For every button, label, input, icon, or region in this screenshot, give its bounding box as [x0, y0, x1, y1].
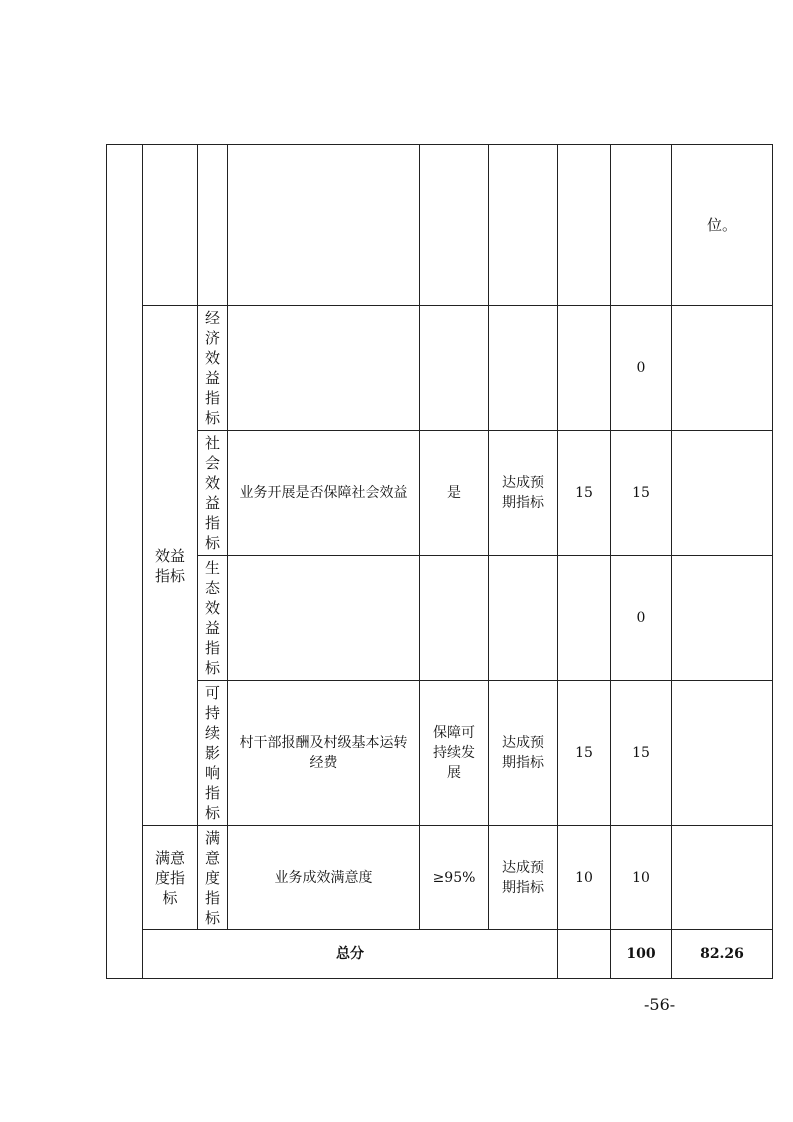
- value-cell: [420, 306, 489, 431]
- value-cell: [420, 556, 489, 681]
- total-label: 总分: [143, 930, 558, 979]
- table-row: [107, 681, 773, 826]
- table-row: [107, 145, 773, 306]
- content-cell: [228, 145, 420, 306]
- score-cell: 15: [611, 431, 672, 556]
- score-cell: 15: [611, 681, 672, 826]
- value-cell: ≥95%: [420, 826, 489, 930]
- score-cell: 0: [611, 306, 672, 431]
- level3-sustainable-label: 可 持 续 影 响 指 标: [198, 681, 228, 826]
- level3-economic-label: 经 济 效 益 指 标: [198, 306, 228, 431]
- table-row: [107, 431, 773, 556]
- content-cell: 村干部报酬及村级基本运转 经费: [228, 681, 420, 826]
- value-cell: 保障可 持续发 展: [420, 681, 489, 826]
- score-cell: 0: [611, 556, 672, 681]
- total-weight: 100: [611, 930, 672, 979]
- remark-cell: 位。: [672, 145, 773, 306]
- remark-cell: [672, 556, 773, 681]
- weight-cell: [558, 556, 611, 681]
- score-cell: 10: [611, 826, 672, 930]
- level2-cell: [143, 145, 198, 306]
- content-cell: 业务开展是否保障社会效益: [228, 431, 420, 556]
- standard-cell: 达成预 期指标: [489, 431, 558, 556]
- remark-cell: [672, 306, 773, 431]
- standard-cell: [489, 556, 558, 681]
- content-cell: 业务成效满意度: [228, 826, 420, 930]
- weight-cell: 10: [558, 826, 611, 930]
- remark-cell: [672, 681, 773, 826]
- remark-cell: [672, 431, 773, 556]
- performance-table: [106, 144, 773, 979]
- weight-cell: [558, 145, 611, 306]
- content-cell: [228, 556, 420, 681]
- table-row: [107, 306, 773, 431]
- standard-cell: [489, 145, 558, 306]
- table-row: [107, 826, 773, 930]
- page-number: -56-: [644, 995, 676, 1014]
- standard-cell: 达成预 期指标: [489, 681, 558, 826]
- score-cell: [611, 145, 672, 306]
- total-score: 82.26: [672, 930, 773, 979]
- content-cell: [228, 306, 420, 431]
- level3-social-label: 社 会 效 益 指 标: [198, 431, 228, 556]
- weight-cell: 15: [558, 431, 611, 556]
- standard-cell: [489, 306, 558, 431]
- value-cell: 是: [420, 431, 489, 556]
- weight-cell: [558, 306, 611, 431]
- level2-benefit-label: 效益 指标: [143, 306, 198, 826]
- level2-satisfaction-label: 满意 度指 标: [143, 826, 198, 930]
- weight-cell: 15: [558, 681, 611, 826]
- table-row: [107, 556, 773, 681]
- total-standard-cell: [558, 930, 611, 979]
- standard-cell: 达成预 期指标: [489, 826, 558, 930]
- value-cell: [420, 145, 489, 306]
- level3-cell: [198, 145, 228, 306]
- level3-ecological-label: 生 态 效 益 指 标: [198, 556, 228, 681]
- level1-cell: [107, 145, 143, 979]
- remark-cell: [672, 826, 773, 930]
- level3-satisfaction-label: 满 意 度 指 标: [198, 826, 228, 930]
- total-row: [107, 930, 773, 979]
